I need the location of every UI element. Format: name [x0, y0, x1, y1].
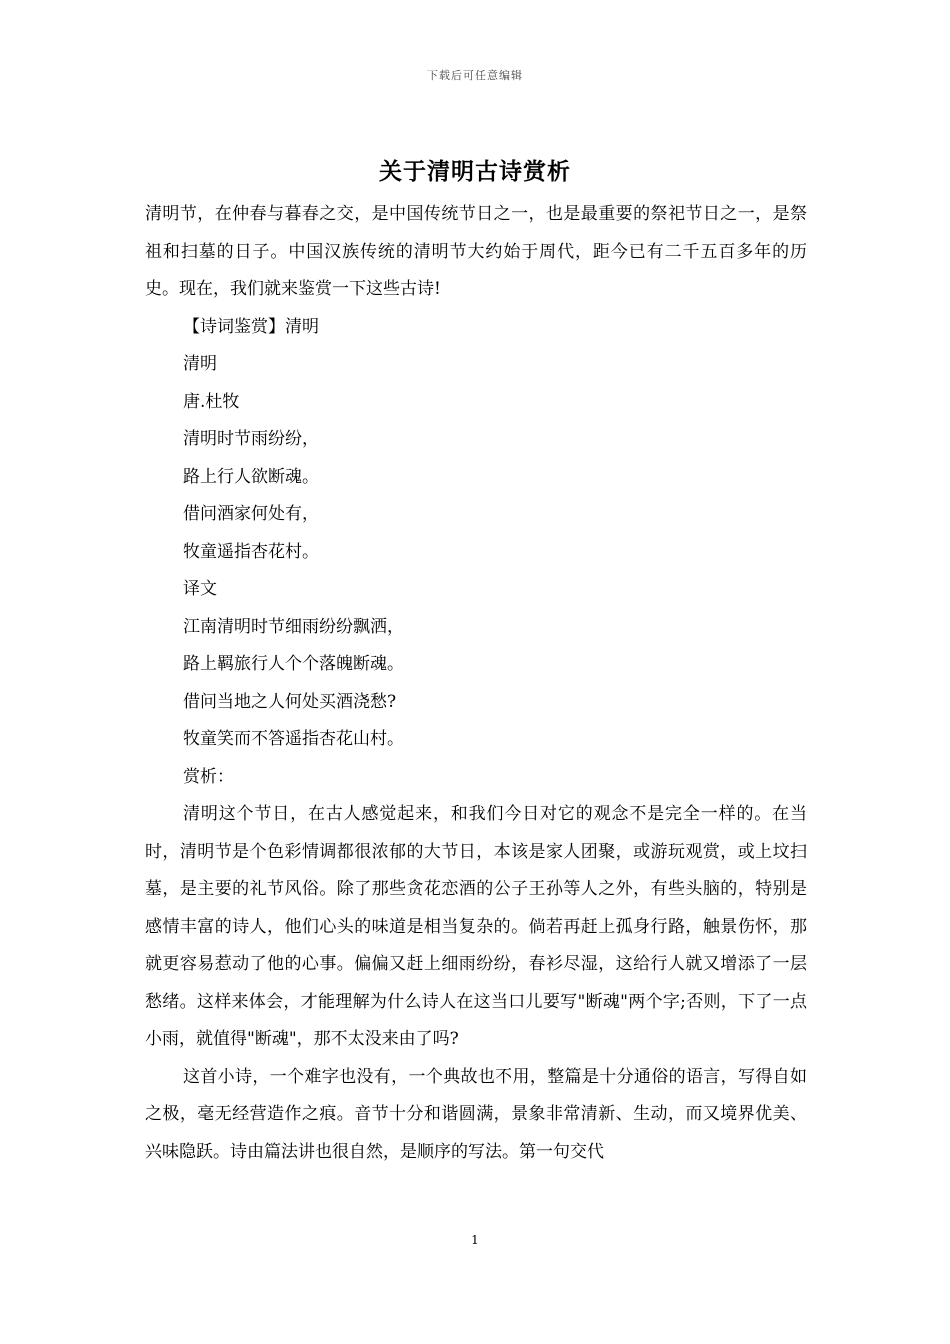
- translation-label: 译文: [183, 579, 217, 599]
- translation-line: 借问当地之人何处买酒浇愁?: [183, 691, 397, 712]
- analysis-paragraph: 清明这个节日，在古人感觉起来，和我们今日对它的观念不是完全一样的。在当时，清明节是个色彩情调都很浓郁的大节日，本该是家人团聚，或游玩观赏，或上坟扫墓，是主要的礼节风俗。除了那些贪花恋酒的公子王孙等人之外，有些头脑的，特别是感情丰富的诗人，他们心头的味道是相当复杂的。倘若再赶上孤身行路，触景伤怀，那就更容易惹动了他的心事。偏偏又赶上细雨纷纷，春衫尽湿，这给行人就又增添了一层愁绪。这样来体会，才能理解为什么诗人在这当口儿要写"断魂"两个字;否则，下了一点小雨，就值得"断魂"，那不太没来由了吗?: [145, 804, 807, 1049]
- translation-line: 路上羁旅行人个个落魄断魂。: [183, 654, 404, 674]
- document-body: [145, 196, 807, 1171]
- poem-line: 路上行人欲断魂。: [183, 466, 319, 487]
- analysis-label: 赏析：: [183, 766, 234, 787]
- poem-line: 牧童遥指杏花村。: [183, 541, 319, 562]
- intro-paragraph: 清明节，在仲春与暮春之交，是中国传统节日之一，也是最重要的祭祀节日之一，是祭祖和扫墓的日子。中国汉族传统的清明节大约始于周代，距今已有二千五百多年的历史。现在，我们就来鉴赏一下这些古诗!: [145, 204, 807, 299]
- translation-line: 江南清明时节细雨纷纷飘洒，: [183, 616, 404, 637]
- poem-line: 借问酒家何处有，: [183, 504, 319, 524]
- page-header-note: 下载后可任意编辑: [427, 69, 523, 82]
- poem-line: 清明时节雨纷纷，: [183, 429, 319, 449]
- translation-line: 牧童笑而不答遥指杏花山村。: [183, 729, 404, 749]
- page-number: 1: [471, 1233, 479, 1247]
- analysis-paragraph: 这首小诗，一个难字也没有，一个典故也不用，整篇是十分通俗的语言，写得自如之极，毫无经营造作之痕。音节十分和谐圆满，景象非常清新、生动，而又境界优美、兴味隐跃。诗由篇法讲也很自然，是顺序的写法。第一句交代: [145, 1066, 807, 1162]
- section-heading: 【诗词鉴赏】清明: [183, 316, 319, 337]
- poem-author: 唐.杜牧: [183, 391, 240, 412]
- document-title: 关于清明古诗赏析: [379, 158, 571, 185]
- poem-title: 清明: [183, 354, 217, 374]
